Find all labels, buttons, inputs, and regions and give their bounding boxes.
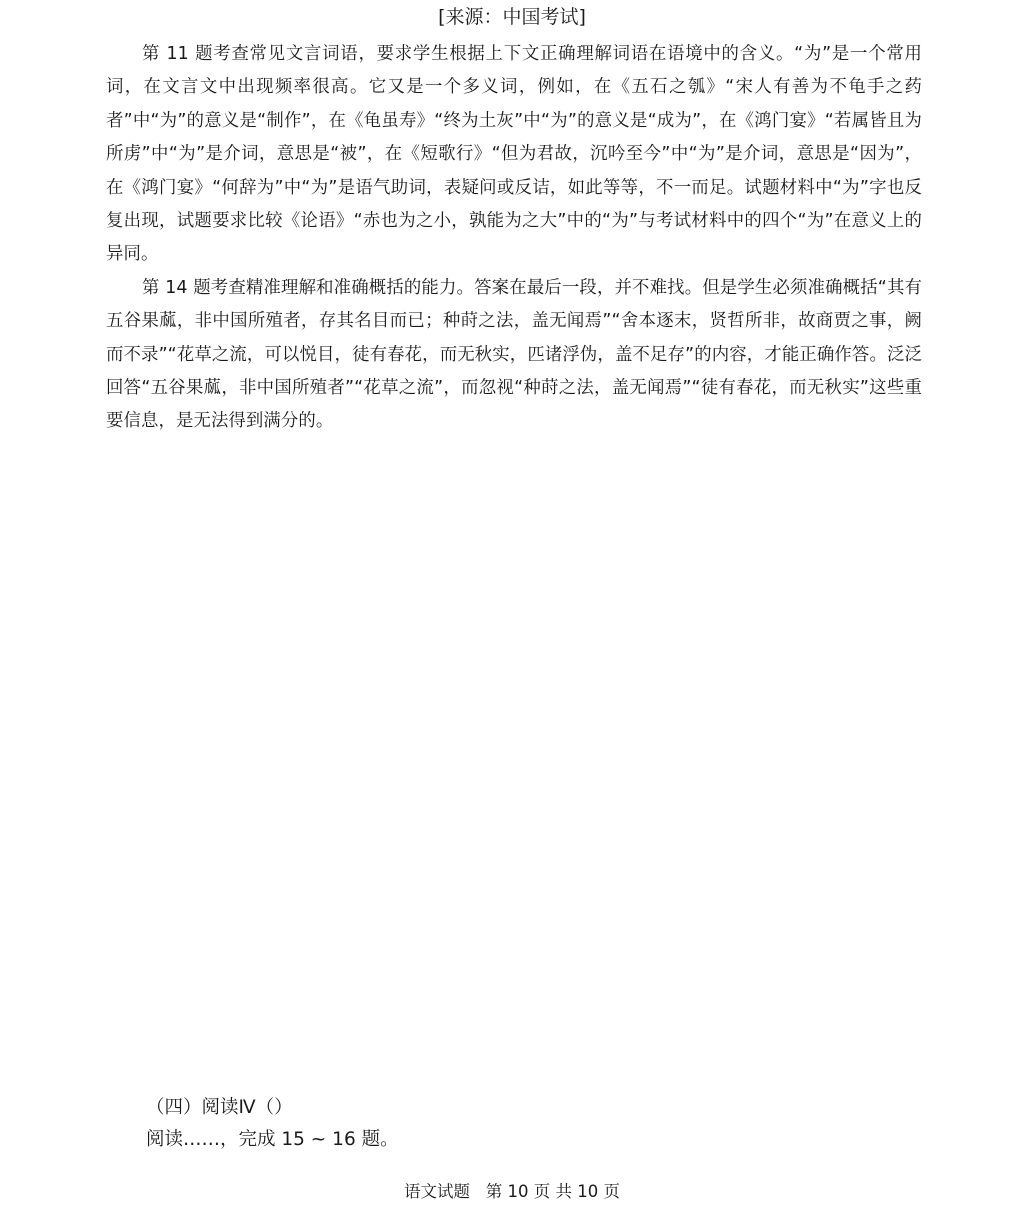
footer-subject: 语文试题: [404, 1182, 471, 1201]
section-instruction: 阅读……，完成 15 ~ 16 题。: [146, 1129, 399, 1150]
section-heading: （四）阅读Ⅳ（）: [146, 1097, 293, 1118]
page-footer: [0, 1180, 1024, 1204]
paragraph-question-14: 第 14 题考查精准理解和准确概括的能力。答案在最后一段，并不难找。但是学生必须准确概括“其有五谷果蓏，非中国所殖者，存其名目而已；种莳之法，盖无闻焉”“舍本逐末，贤哲所非，故商贾之事，阙而不录”“花草之流，可以悦目，徒有春花，而无秋实，匹诸浮伪，盖不足存”的内容，才能正确作答。泛泛回答“五谷果蓏，非中国所殖者”“花草之流”，而忽视“种莳之法，盖无闻焉”“徒有春花，而无秋实”这些重要信息，是无法得到满分的。: [106, 277, 922, 432]
paragraph-question-11: 第 11 题考查常见文言词语，要求学生根据上下文正确理解词语在语境中的含义。“为”是一个常用词，在文言文中出现频率很高。它又是一个多义词，例如，在《五石之瓠》“宋人有善为不龟手之药者”中“为”的意义是“制作”，在《龟虽寿》“终为土灰”中“为”的意义是“成为”，在《鸿门宴》“若属皆且为所虏”中“为”是介词，意思是“被”，在《短歌行》“但为君故，沉吟至今”中“为”是介词，意思是“因为”，在《鸿门宴》“何辞为”中“为”是语气助词，表疑问或反诘，如此等等，不一而足。试题材料中“为”字也反复出现，试题要求比较《论语》“赤也为之小，孰能为之大”中的“为”与考试材料中的四个“为”在意义上的异同。: [106, 44, 922, 265]
source-line: [来源：中国考试]: [438, 6, 586, 28]
analysis-body: [106, 38, 922, 439]
footer-page-info: 第 10 页 共 10 页: [485, 1182, 620, 1201]
